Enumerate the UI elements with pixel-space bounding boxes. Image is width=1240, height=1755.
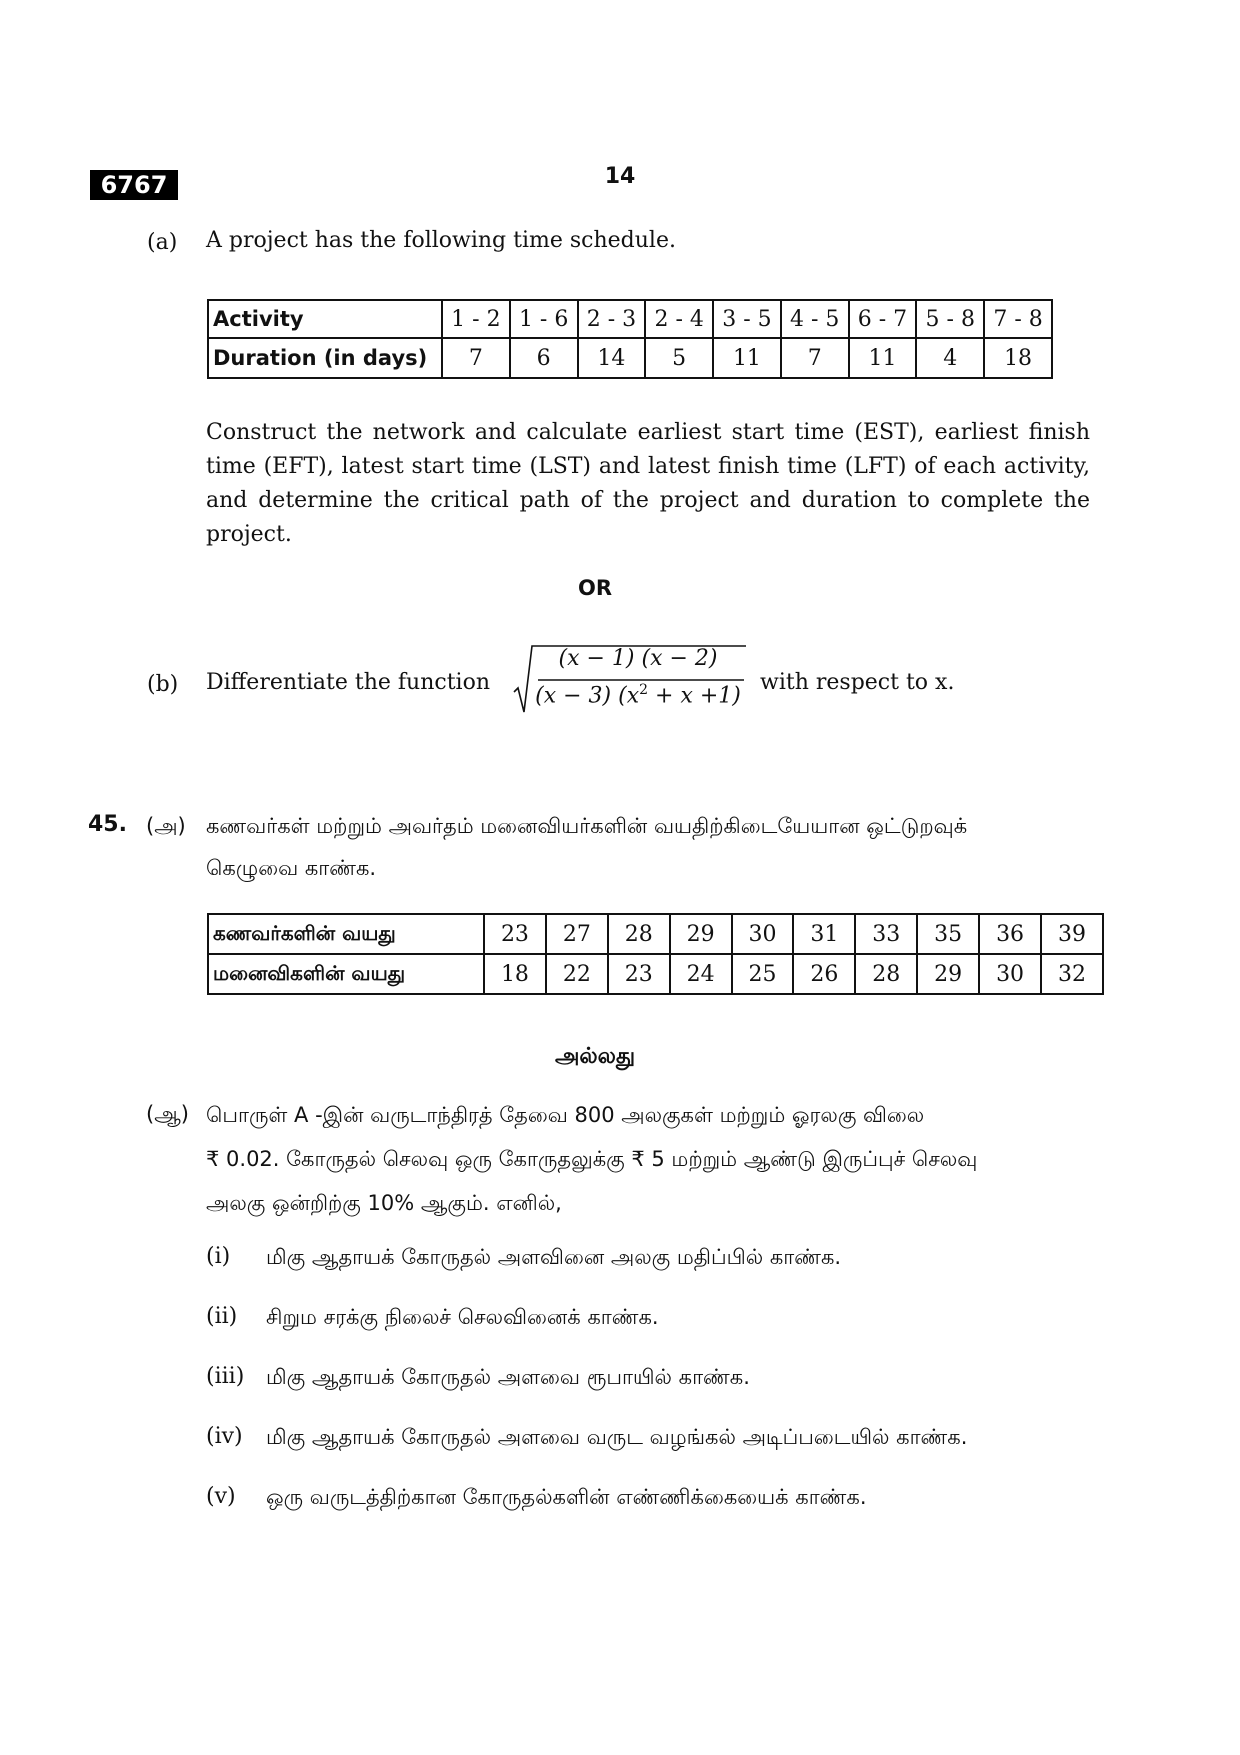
activity-cell: 2 - 3 <box>578 300 646 338</box>
q45a-label: (அ) <box>146 814 186 838</box>
fraction-numerator: (x − 1) (x − 2) <box>558 646 718 671</box>
fraction-denominator <box>530 682 746 708</box>
q44b-label: (b) <box>147 672 179 697</box>
age-table <box>207 913 1104 995</box>
q45a-line: கணவர்கள் மற்றும் அவர்தம் மனைவியர்களின் வயதிற்கிடையேயான ஒட்டுறவுக் <box>206 814 968 838</box>
sub-item-text: மிகு ஆதாயக் கோருதல் அளவை ரூபாயில் காண்க. <box>266 1365 750 1389</box>
q44a-line: time (EFT), latest start time (LST) and latest finish time (LFT) of each activity, <box>206 454 1090 479</box>
wife-age-cell: 18 <box>484 954 546 994</box>
sub-item-text: மிகு ஆதாயக் கோருதல் அளவை வருட வழங்கல் அடிப்படையில் காண்க. <box>266 1425 968 1449</box>
activity-cell: 1 - 2 <box>442 300 510 338</box>
q44a-label: (a) <box>147 230 178 255</box>
q45b-label: (ஆ) <box>146 1102 189 1126</box>
activity-cell: 2 - 4 <box>645 300 713 338</box>
activity-header: Activity <box>208 300 442 338</box>
activity-cell: 4 - 5 <box>781 300 849 338</box>
duration-cell: 5 <box>645 338 713 378</box>
q44b-text-after: with respect to x. <box>760 670 955 695</box>
activity-cell: 1 - 6 <box>510 300 578 338</box>
or-separator-tamil: அல்லது <box>554 1044 636 1069</box>
sub-item-label: (ii) <box>206 1304 238 1329</box>
paper-code-badge: 6767 <box>90 170 178 200</box>
q45b-body <box>206 1093 1106 1225</box>
wife-age-cell: 28 <box>855 954 917 994</box>
q44a-line: and determine the critical path of the project and duration to complete the <box>206 488 1090 513</box>
duration-cell: 18 <box>984 338 1052 378</box>
wife-age-cell: 29 <box>917 954 979 994</box>
wife-age-cell: 25 <box>732 954 794 994</box>
wife-age-cell: 22 <box>546 954 608 994</box>
wife-age-row <box>208 954 1103 994</box>
list-item <box>206 1480 1106 1540</box>
q45-number: 45. <box>88 812 127 837</box>
husband-age-cell: 31 <box>793 914 855 954</box>
activity-cell: 5 - 8 <box>916 300 984 338</box>
activity-cell: 6 - 7 <box>849 300 917 338</box>
activity-cell: 3 - 5 <box>713 300 781 338</box>
husband-age-cell: 27 <box>546 914 608 954</box>
wife-age-header: மனைவிகளின் வயது <box>208 954 484 994</box>
wife-age-cell: 26 <box>793 954 855 994</box>
sub-item-label: (v) <box>206 1484 236 1509</box>
husband-age-cell: 36 <box>979 914 1041 954</box>
duration-row <box>208 338 1052 378</box>
wife-age-cell: 24 <box>670 954 732 994</box>
husband-age-cell: 29 <box>670 914 732 954</box>
radical-expression <box>512 638 748 716</box>
husband-age-cell: 35 <box>917 914 979 954</box>
husband-age-cell: 39 <box>1041 914 1103 954</box>
duration-cell: 11 <box>849 338 917 378</box>
husband-age-row <box>208 914 1103 954</box>
q44a-line: Construct the network and calculate earliest start time (EST), earliest finish <box>206 420 1090 445</box>
husband-age-header: கணவர்களின் வயது <box>208 914 484 954</box>
husband-age-cell: 23 <box>484 914 546 954</box>
sub-item-label: (i) <box>206 1244 231 1269</box>
activity-cell: 7 - 8 <box>984 300 1052 338</box>
sub-item-text: மிகு ஆதாயக் கோருதல் அளவினை அலகு மதிப்பில் காண்க. <box>266 1245 842 1269</box>
wife-age-cell: 23 <box>608 954 670 994</box>
duration-cell: 7 <box>442 338 510 378</box>
q44b-text-before: Differentiate the function <box>206 670 490 695</box>
q45b-line: அலகு ஒன்றிற்கு 10% ஆகும். எனில், <box>206 1191 562 1215</box>
husband-age-cell: 30 <box>732 914 794 954</box>
or-separator: OR <box>577 576 613 600</box>
sub-item-label: (iii) <box>206 1364 245 1389</box>
wife-age-cell: 30 <box>979 954 1041 994</box>
list-item <box>206 1420 1106 1480</box>
q45b-line: பொருள் A -இன் வருடாந்திரத் தேவை 800 அலகுகள் மற்றும் ஓரலகு விலை <box>206 1103 925 1127</box>
list-item <box>206 1360 1106 1420</box>
page-number: 14 <box>604 164 636 189</box>
duration-cell: 14 <box>578 338 646 378</box>
husband-age-cell: 28 <box>608 914 670 954</box>
denominator-part-b: + x +1) <box>648 683 741 709</box>
activity-table <box>207 299 1053 379</box>
q45b-line: ₹ 0.02. கோருதல் செலவு ஒரு கோருதலுக்கு ₹ 5 மற்றும் ஆண்டு இருப்புச் செலவு <box>206 1147 978 1171</box>
list-item <box>206 1240 1106 1300</box>
q44a-body <box>206 416 1090 552</box>
wife-age-cell: 32 <box>1041 954 1103 994</box>
sub-item-label: (iv) <box>206 1424 243 1449</box>
duration-cell: 6 <box>510 338 578 378</box>
q45b-sub-list <box>206 1240 1106 1540</box>
duration-cell: 4 <box>916 338 984 378</box>
sub-item-text: சிறும சரக்கு நிலைச் செலவினைக் காண்க. <box>266 1305 659 1329</box>
duration-header: Duration (in days) <box>208 338 442 378</box>
sub-item-text: ஒரு வருடத்திற்கான கோருதல்களின் எண்ணிக்கையைக் காண்க. <box>266 1485 867 1509</box>
activity-row <box>208 300 1052 338</box>
denominator-exponent: 2 <box>639 682 649 698</box>
q45a-line: கெழுவை காண்க. <box>206 856 377 880</box>
q44a-intro: A project has the following time schedule. <box>206 228 676 253</box>
duration-cell: 11 <box>713 338 781 378</box>
denominator-part-a: (x − 3) (x <box>535 683 640 709</box>
duration-cell: 7 <box>781 338 849 378</box>
husband-age-cell: 33 <box>855 914 917 954</box>
q45a-body <box>206 805 1106 889</box>
list-item <box>206 1300 1106 1360</box>
q44a-line: project. <box>206 522 292 547</box>
